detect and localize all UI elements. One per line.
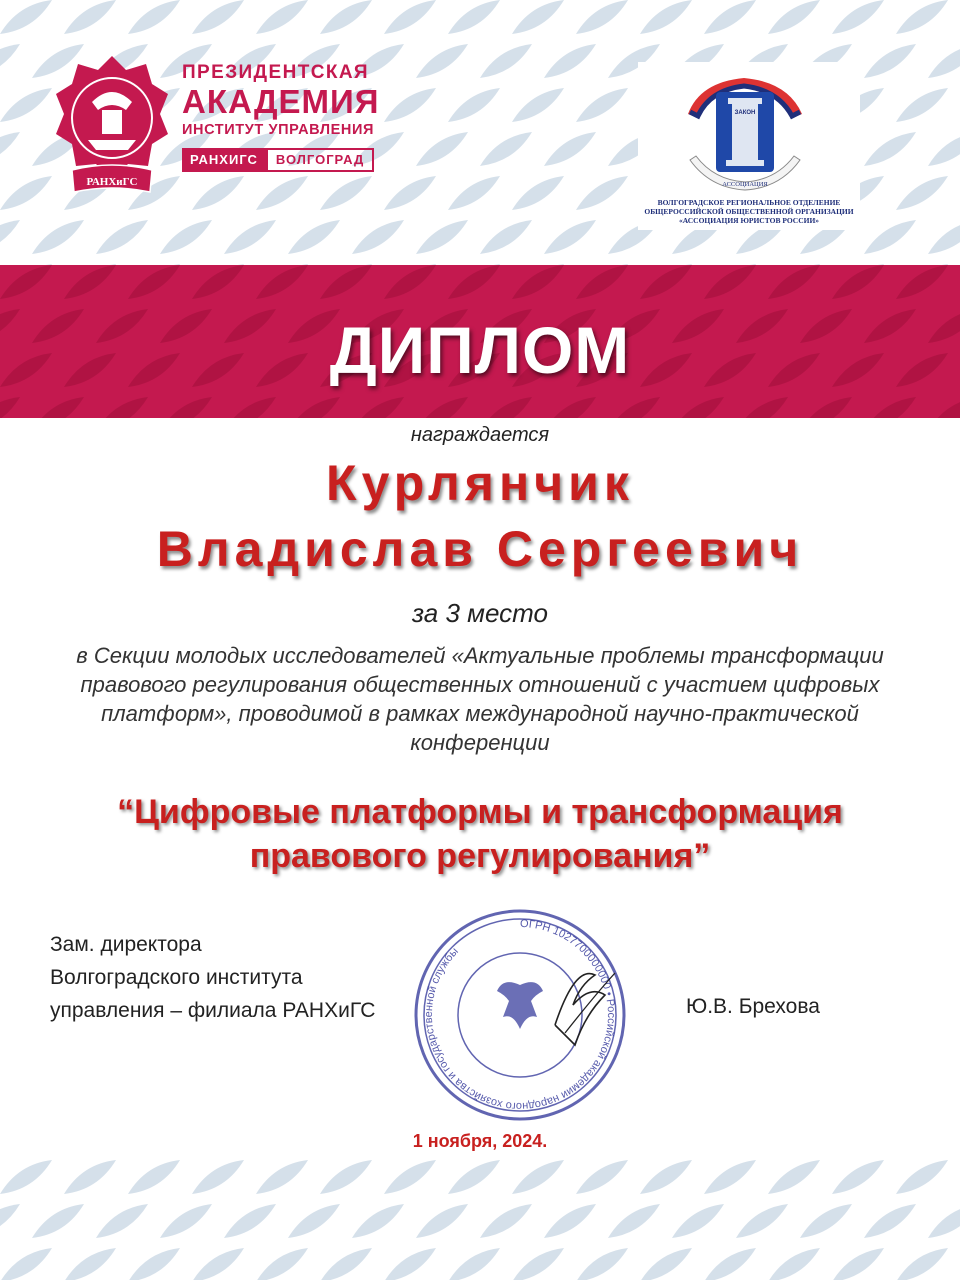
tag-ranepa: РАНХИГС [182,148,266,172]
academy-line-3: ИНСТИТУТ УПРАВЛЕНИЯ [182,122,375,138]
lawyers-association-logo-icon [680,68,810,198]
academy-tags [182,148,414,172]
awarded-caption: награждается [410,424,550,446]
recipient-surname: Курлянчик [326,455,634,511]
diploma-title: ДИПЛОМ [329,313,631,387]
signer-name: Ю.В. Брехова [686,995,820,1018]
bottom-pattern-background [0,1160,960,1280]
svg-text:РАНХиГС: РАНХиГС [86,176,138,188]
conference-title-line-1: “Цифровые платформы и трансформация [117,793,843,831]
academy-logo-text [182,62,414,172]
issue-date: 1 ноября, 2024. [412,1131,548,1151]
academy-emblem-icon [52,52,172,202]
official-seal-stamp [405,905,635,1125]
signer-position-line-2: Волгоградского института [50,966,303,989]
tag-volgograd: ВОЛГОГРАД [266,148,374,172]
signer-position [50,928,375,1027]
association-caption: ВОЛГОГРАДСКОЕ РЕГИОНАЛЬНОЕ ОТДЕЛЕНИЕ ОБЩЕРОССИЙСКОЙ ОБЩЕСТВЕННОЙ ОРГАНИЗАЦИИ «АССОЦИАЦИЯ ЮРИСТОВ РОССИИ» [644,198,854,225]
signer-position-line-3: управления – филиала РАНХиГС [50,999,376,1022]
conference-title-line-2: правового регулирования” [249,837,711,875]
award-place: за 3 место [412,598,548,628]
academy-line-1: ПРЕЗИДЕНТСКАЯ [182,62,369,83]
conference-title [0,790,960,878]
award-description: в Секции молодых исследователей «Актуальные проблемы трансформации правового регулирования общественных отношений с участием цифровых платформ», проводимой в рамках международной научно-практической конференции [76,643,884,755]
academy-line-2: АКАДЕМИЯ [182,83,380,120]
svg-text:ОГРН 1027700000000 • Российско: ОГРН 1027700000000 • Российской академии народного хозяйства и государственной службы [422,917,617,1113]
svg-text:АССОЦИАЦИЯ: АССОЦИАЦИЯ [722,181,768,188]
recipient-given-names: Владислав Сергеевич [156,521,804,577]
svg-text:ЗАКОН: ЗАКОН [734,110,756,116]
signer-position-line-1: Зам. директора [50,933,202,956]
